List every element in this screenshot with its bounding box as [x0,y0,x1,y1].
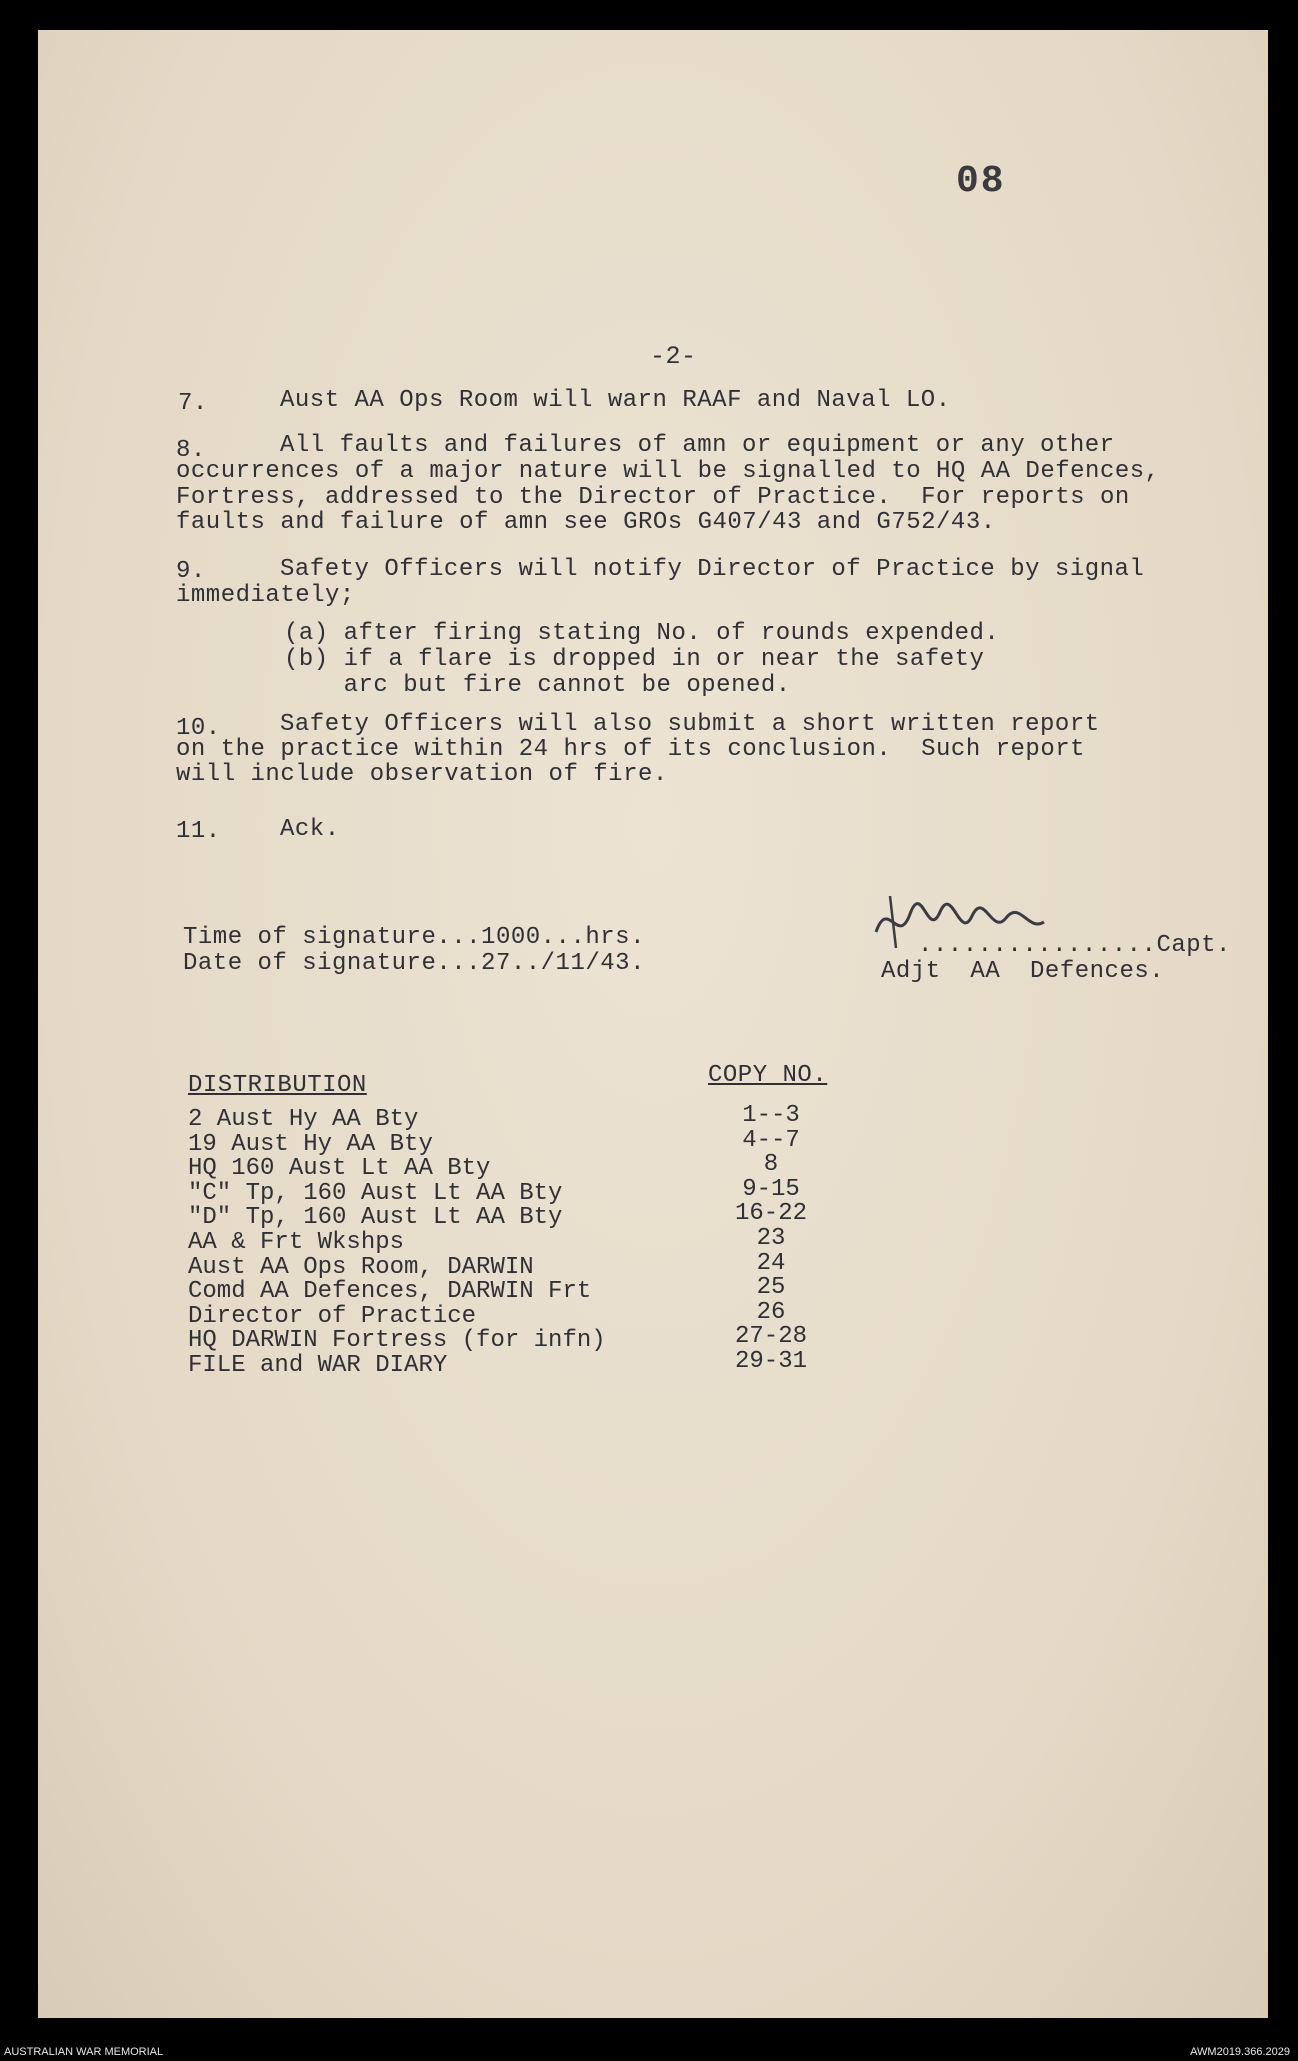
distribution-copy-number: 25 [756,1274,786,1301]
para-7-number: 7. [178,390,208,417]
para-8-line-4: faults and failure of amn see GROs G407/43 and G752/43. [176,509,996,536]
distribution-copy-number: 8 [763,1151,779,1178]
archive-page-number: 08 [956,160,1006,203]
distribution-recipient: 2 Aust Hy AA Bty [188,1106,419,1133]
para-7-line-1: Aust AA Ops Room will warn RAAF and Naval LO. [280,387,951,414]
time-of-signature: Time of signature...1000...hrs. [183,924,645,951]
para-10-line-3: will include observation of fire. [176,761,668,788]
para-9-sub-b-cont: arc but fire cannot be opened. [284,672,791,699]
distribution-recipient: Director of Practice [188,1303,477,1330]
para-9-line-1: Safety Officers will notify Director of Practice by signal [280,556,1145,583]
para-10-line-1: Safety Officers will also submit a short written report [280,711,1100,738]
distribution-copy-number: 29-31 [734,1348,807,1375]
para-9-sub-b: (b) if a flare is dropped in or near the safety [284,646,985,673]
para-9-sub-a: (a) after firing stating No. of rounds expended. [284,620,1000,647]
distribution-recipient: HQ DARWIN Fortress (for infn) [188,1327,606,1354]
para-9-line-2: immediately; [176,582,355,609]
distribution-recipient: HQ 160 Aust Lt AA Bty [188,1155,491,1182]
distribution-recipient: AA & Frt Wkshps [188,1229,405,1256]
copy-number-heading: COPY NO. [708,1062,828,1089]
distribution-copy-number: 4--7 [742,1127,800,1154]
para-10-line-2: on the practice within 24 hrs of its conclusion. Such report [176,736,1086,763]
para-11-number: 11. [176,818,221,845]
distribution-recipient: "C" Tp, 160 Aust Lt AA Bty [188,1180,563,1207]
footer-right: AWM2019.366.2029 [1190,2046,1290,2058]
distribution-heading: DISTRIBUTION [188,1072,367,1099]
para-8-line-1: All faults and failures of amn or equipment or any other [280,432,1115,459]
footer-left: AUSTRALIAN WAR MEMORIAL [4,2046,164,2058]
distribution-copy-number: 27-28 [734,1323,807,1350]
distribution-recipient: FILE and WAR DIARY [188,1352,448,1379]
para-8-line-3: Fortress, addressed to the Director of Practice. For reports on [176,484,1130,511]
distribution-copy-number: 1--3 [742,1102,800,1129]
para-8-line-2: occurrences of a major nature will be signalled to HQ AA Defences, [176,458,1160,485]
para-9-number: 9. [176,558,206,585]
distribution-recipient: 19 Aust Hy AA Bty [188,1131,433,1158]
para-8-number: 8. [176,437,206,464]
document-page [38,30,1268,2018]
distribution-copy-number: 16-22 [734,1200,807,1227]
distribution-recipient: Aust AA Ops Room, DARWIN [188,1254,534,1281]
distribution-copy-number: 26 [756,1299,786,1326]
distribution-recipient: Comd AA Defences, DARWIN Frt [188,1278,592,1305]
para-11-line-1: Ack. [280,816,340,843]
signature-rank: ................Capt. [918,932,1231,959]
date-of-signature: Date of signature...27../11/43. [183,950,645,977]
page-number: -2- [650,342,697,371]
distribution-recipient: "D" Tp, 160 Aust Lt AA Bty [188,1204,563,1231]
para-10-number: 10. [176,715,221,742]
distribution-copy-number: 24 [756,1250,786,1277]
distribution-copy-number: 23 [756,1225,786,1252]
distribution-copy-number: 9-15 [742,1176,800,1203]
signer-title: Adjt AA Defences. [881,958,1165,985]
